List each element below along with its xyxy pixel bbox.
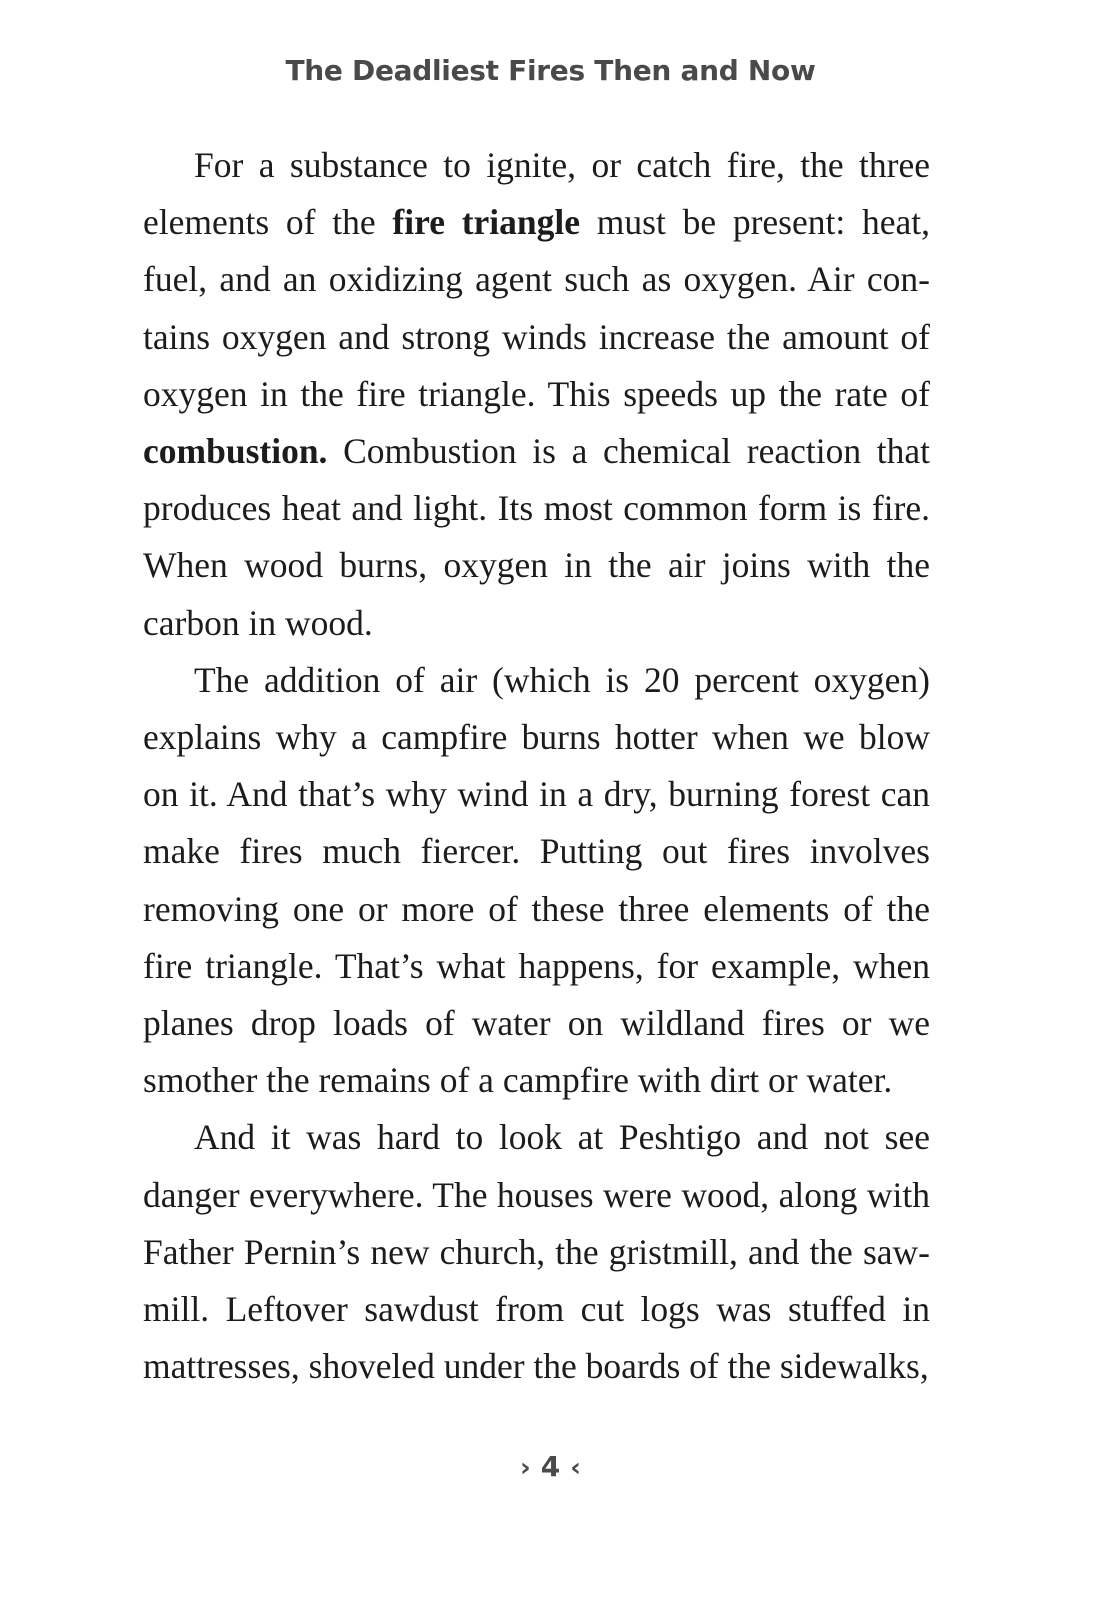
glossary-term-combustion: combustion. [143,431,328,472]
paragraph-air-oxygen: The addition of air (which is 20 percent oxygen) explains why a campfire burns hotter when we blow on it. And that’s why wind in a dry, burning forest can make fires much fiercer. Putting out fires involves removing one or more of these three elements of the fire triangle. That’s what happens, for example, when planes drop loads of water on wildland fires or we smother the remains of a campfire with dirt or water. [143,659,930,1101]
chevron-right-icon: › [520,1453,531,1483]
text-segment: must be present: heat, fuel, and an oxidizing agent such as oxygen. Air contains oxygen and strong winds increase the amount of oxygen in the fire triangle. This speeds up the rate of [143,202,930,414]
page-number: 4 [540,1450,561,1483]
text-segment: For a substance to ignite, or catch fire, the three elements of the [143,145,930,243]
running-head: The Deadliest Fires Then and Now [285,54,816,87]
chevron-left-icon: ‹ [570,1453,581,1483]
glossary-term-fire-triangle: fire triangle [392,202,581,243]
body-text [143,137,930,1395]
paragraph-fire-triangle [143,137,930,652]
page-folio [0,1450,1101,1483]
text-segment: Combustion is a chemical reaction that produces heat and light. Its most common form is fire. When wood burns, oxygen in the air joins with the carbon in wood. [143,431,930,643]
paragraph-peshtigo: And it was hard to look at Peshtigo and not see danger everywhere. The houses were wood, along with Father Pernin’s new church, the gristmill, and the sawmill. Leftover sawdust from cut logs was stuffed in mattresses, shoveled under the boards of the sidewalks, [143,1117,930,1387]
